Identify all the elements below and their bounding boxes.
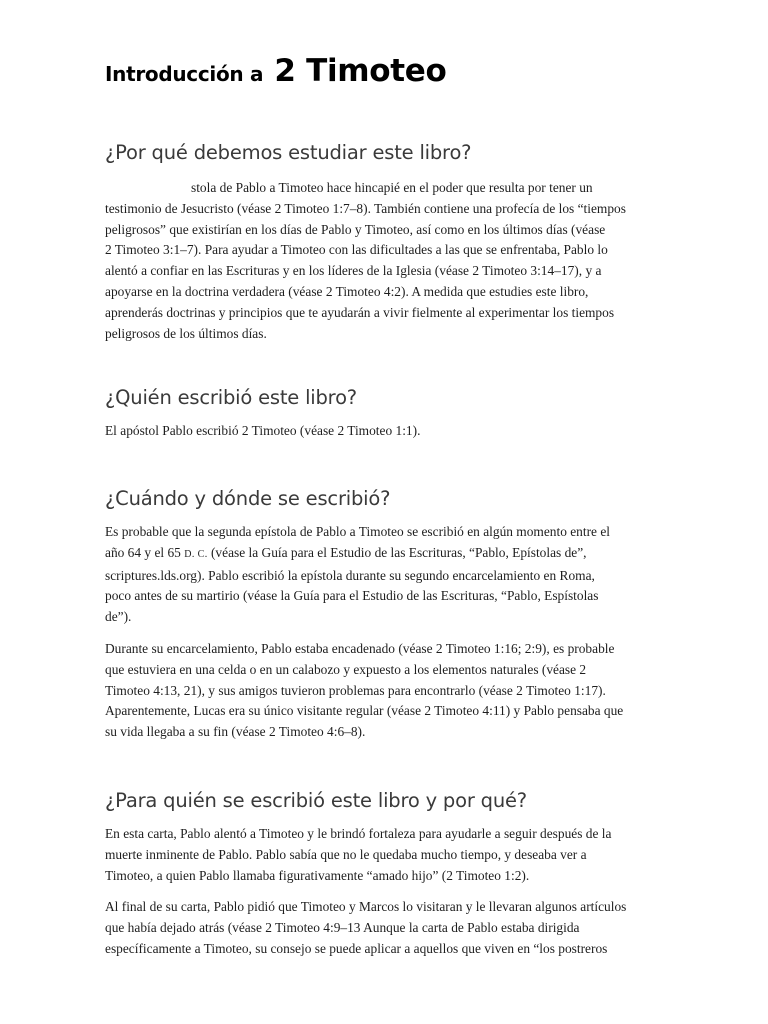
section-heading: ¿Cuándo y dónde se escribió?: [105, 487, 391, 510]
paragraph-line: su vida llegaba a su fin (véase 2 Timoteo 4:6–8).: [105, 724, 366, 740]
paragraph-line: que había dejado atrás (véase 2 Timoteo 4:9–13 Aunque la carta de Pablo estaba dirigida: [105, 920, 580, 936]
title-prefix: Introducción a: [105, 62, 264, 86]
section-paragraph: [105, 897, 665, 959]
section-heading: ¿Para quién se escribió este libro y por qué?: [105, 789, 527, 812]
title-book: 2 Timoteo: [274, 53, 447, 89]
paragraph-line: peligrosos” que existirían en los días de Pablo y Timoteo, así como en los últimos días (véase: [105, 221, 606, 237]
paragraph-line: peligrosos de los últimos días.: [105, 325, 267, 341]
paragraph-line: 2 Timoteo 3:1–7). Para ayudar a Timoteo con las dificultades a las que se enfrentaba, Pablo lo: [105, 242, 608, 258]
section-why-study: [105, 141, 665, 344]
section-paragraph: [105, 639, 665, 743]
paragraph-line: En esta carta, Pablo alentó a Timoteo y le brindó fortaleza para ayudarle a seguir después de la: [105, 826, 612, 841]
paragraph-line: apoyarse en la doctrina verdadera (véase 2 Timoteo 4:2). A medida que estudies este libro,: [105, 283, 589, 299]
paragraph-line: aprenderás doctrinas y principios que te ayudarán a vivir fielmente al experimentar los tiempos: [105, 304, 615, 320]
section-paragraph: [105, 522, 665, 628]
paragraph-line: específicamente a Timoteo, su consejo se puede aplicar a aquellos que viven en “los postreros: [105, 940, 608, 956]
paragraph-line: Timoteo, a quien Pablo llamaba figurativamente “amado hijo” (2 Timoteo 1:2).: [105, 867, 530, 883]
section-heading: ¿Quién escribió este libro?: [105, 386, 357, 409]
era-abbreviation: D. C.: [184, 548, 208, 560]
paragraph-line: de”).: [105, 609, 132, 625]
paragraph-line: testimonio de Jesucristo (véase 2 Timoteo 1:7–8). También contiene una profecía de los “tiempos: [105, 200, 626, 216]
paragraph-line: Aparentemente, Lucas era su único visitante regular (véase 2 Timoteo 4:11) y Pablo pensaba que: [105, 703, 624, 719]
paragraph-line: que estuviera en una celda o en un calabozo y expuesto a los elementos naturales (véase 2: [105, 661, 587, 677]
paragraph-line: año 64 y el 65 D. C. (véase la Guía para el Estudio de las Escrituras, “Pablo, Epístolas de”,: [105, 544, 587, 560]
paragraph-line: Al final de su carta, Pablo pidió que Timoteo y Marcos lo visitaran y le llevaran algunos artículos: [105, 899, 627, 915]
paragraph-line: scriptures.lds.org). Pablo escribió la epístola durante su segundo encarcelamiento en Roma,: [105, 567, 595, 583]
paragraph-line: poco antes de su martirio (véase la Guía para el Estudio de las Escrituras, “Pablo, Espístolas: [105, 588, 599, 604]
section-who-wrote: [105, 386, 665, 442]
paragraph-line: Durante su encarcelamiento, Pablo estaba encadenado (véase 2 Timoteo 1:16; 2:9), es probable: [105, 640, 615, 656]
paragraph-line: Timoteo 4:13, 21), y sus amigos tuvieron problemas para encontrarlo (véase 2 Timoteo 1:17).: [105, 682, 606, 698]
section-when-where: [105, 487, 665, 743]
section-paragraph: [105, 824, 665, 886]
paragraph-line: Es probable que la segunda epístola de Pablo a Timoteo se escribió en algún momento entre el: [105, 524, 611, 539]
section-paragraph: [105, 178, 665, 344]
page-title: [105, 54, 447, 87]
section-heading: ¿Por qué debemos estudiar este libro?: [105, 141, 472, 164]
paragraph-line: muerte inminente de Pablo. Pablo sabía que no le quedaba mucho tiempo, y deseaba ver a: [105, 846, 587, 862]
section-for-whom: [105, 789, 665, 960]
paragraph-line: El apóstol Pablo escribió 2 Timoteo (véase 2 Timoteo 1:1).: [105, 423, 421, 438]
paragraph-line: alentó a confiar en las Escrituras y en los líderes de la Iglesia (véase 2 Timoteo 3:14–17), y a: [105, 263, 602, 279]
section-paragraph: [105, 421, 665, 442]
paragraph-line: stola de Pablo a Timoteo hace hincapié en el poder que resulta por tener un: [191, 180, 593, 195]
